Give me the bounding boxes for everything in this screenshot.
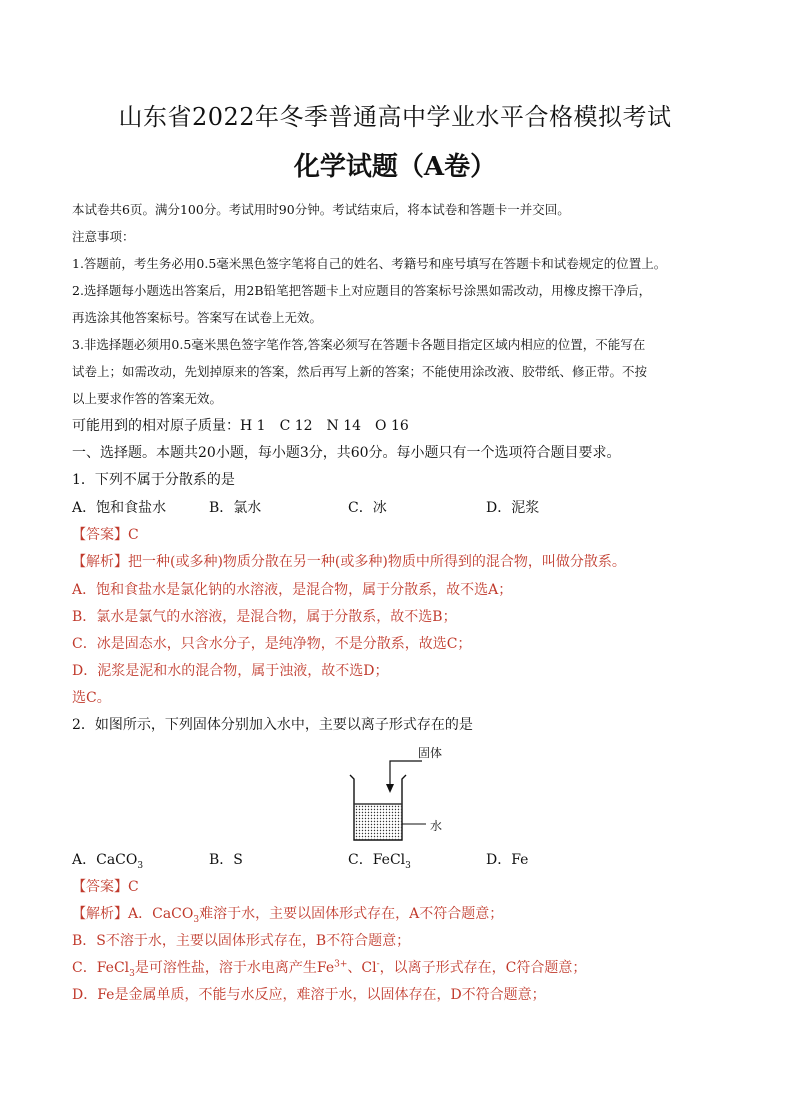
q1-analysis-d: D．泥浆是泥和水的混合物，属于浊液，故不选D； — [72, 663, 389, 679]
q2-analysis-c-post: ，以离子形式存在，C符合题意； — [379, 960, 587, 976]
q2-option-b: B．S — [209, 852, 243, 868]
q2-analysis-a-post: 难溶于水，主要以固体形式存在，A不符合题意； — [199, 906, 504, 922]
q2-analysis-c-sup1: 3+ — [334, 959, 348, 970]
q2-analysis-a-pre: A．CaCO — [128, 906, 194, 922]
q2-option-a — [72, 851, 143, 869]
q2-option-c-text: C．FeCl — [348, 852, 406, 868]
q1-analysis-text: 把一种(或多种)物质分散在另一种(或多种)物质中所得到的混合物，叫做分散系。 — [128, 554, 626, 570]
q1-analysis-c: C．冰是固态水，只含水分子，是纯净物，不是分散系，故选C； — [72, 636, 472, 652]
label-solid: 固体 — [418, 746, 443, 760]
q2-option-c — [348, 851, 411, 869]
q2-option-a-sub: 3 — [137, 860, 144, 871]
q1-option-c: C．冰 — [348, 500, 387, 516]
exam-info: 本试卷共6页。满分100分。考试用时90分钟。考试结束后，将本试卷和答题卡一并交回。 — [72, 202, 570, 217]
note-3a: 3.非选择题必须用0.5毫米黑色签字笔作答,答案必须写在答题卡各题目指定区域内相应的位置，不能写在 — [72, 337, 646, 352]
solid-arrow — [390, 761, 422, 788]
exam-subtitle: 化学试题（A卷） — [293, 152, 497, 182]
q2-option-a-text: A．CaCO — [72, 852, 138, 868]
q2-options — [72, 851, 732, 869]
q2-analysis-c-sub: 3 — [129, 968, 135, 979]
note-2a: 2.选择题每小题选出答案后，用2B铅笔把答题卡上对应题目的答案标号涂黑如需改动，用橡皮擦干净后， — [72, 283, 652, 298]
q1-analysis — [72, 553, 732, 571]
q1-analysis-a: A．饱和食盐水是氯化钠的水溶液，是混合物，属于分散系，故不选A； — [72, 582, 513, 598]
note-2b: 再选涂其他答案标号。答案写在试卷上无效。 — [72, 310, 323, 325]
water-fill — [355, 804, 402, 839]
q2-answer-label: 【答案】 — [72, 879, 128, 895]
q1-answer — [72, 526, 732, 544]
notes-heading: 注意事项： — [72, 229, 135, 244]
solid-arrowhead — [386, 784, 394, 793]
q1-answer-label: 【答案】 — [72, 527, 128, 543]
q1-stem: 1．下列不属于分散系的是 — [72, 472, 235, 488]
beaker-diagram — [340, 742, 460, 847]
q2-option-c-sub: 3 — [405, 860, 411, 871]
q2-analysis-c-mid: 是可溶性盐，溶于水电离产生Fe — [134, 960, 335, 976]
q2-analysis-label: 【解析】 — [72, 906, 128, 922]
exam-title: 山东省2022年冬季普通高中学业水平合格模拟考试 — [118, 103, 672, 131]
q2-answer — [72, 878, 732, 896]
q1-options — [72, 499, 732, 517]
q2-analysis-a-sub: 3 — [193, 914, 200, 925]
note-3c: 以上要求作答的答案无效。 — [72, 391, 223, 406]
q2-analysis-c-sup2: - — [376, 959, 380, 970]
q2-analysis-c — [72, 959, 732, 977]
q2-analysis-a — [72, 905, 732, 923]
q2-answer-value: C — [128, 879, 139, 895]
section-heading: 一、选择题。本题共20小题，每小题3分，共60分。每小题只有一个选项符合题目要求。 — [72, 445, 621, 461]
q1-conclusion: 选C。 — [72, 690, 111, 706]
q2-analysis-c-pre: C．FeCl — [72, 960, 130, 976]
atomic-masses: 可能用到的相对原子质量：H 1 C 12 N 14 O 16 — [72, 418, 409, 434]
q1-option-a: A．饱和食盐水 — [72, 500, 167, 516]
q2-analysis-d: D．Fe是金属单质，不能与水反应，难溶于水，以固体存在，D不符合题意； — [72, 987, 546, 1003]
q2-analysis-c-mid2: 、Cl — [347, 960, 377, 976]
q1-answer-value: C — [128, 527, 139, 543]
note-3b: 试卷上；如需改动，先划掉原来的答案，然后再写上新的答案；不能使用涂改液、胶带纸、修正带。不按 — [72, 364, 648, 379]
note-1: 1.答题前，考生务必用0.5毫米黑色签字笔将自己的姓名、考籍号和座号填写在答题卡和试卷规定的位置上。 — [72, 256, 667, 271]
q1-option-b: B．氯水 — [209, 500, 262, 516]
q1-option-d: D．泥浆 — [486, 500, 540, 516]
q2-option-d: D．Fe — [486, 852, 529, 868]
q2-stem: 2．如图所示，下列固体分别加入水中，主要以离子形式存在的是 — [72, 717, 473, 733]
q2-analysis-b: B．S不溶于水，主要以固体形式存在，B不符合题意； — [72, 933, 411, 949]
label-water: 水 — [430, 819, 443, 833]
q1-analysis-label: 【解析】 — [72, 554, 128, 570]
q1-analysis-b: B．氯水是氯气的水溶液，是混合物，属于分散系，故不选B； — [72, 609, 457, 625]
